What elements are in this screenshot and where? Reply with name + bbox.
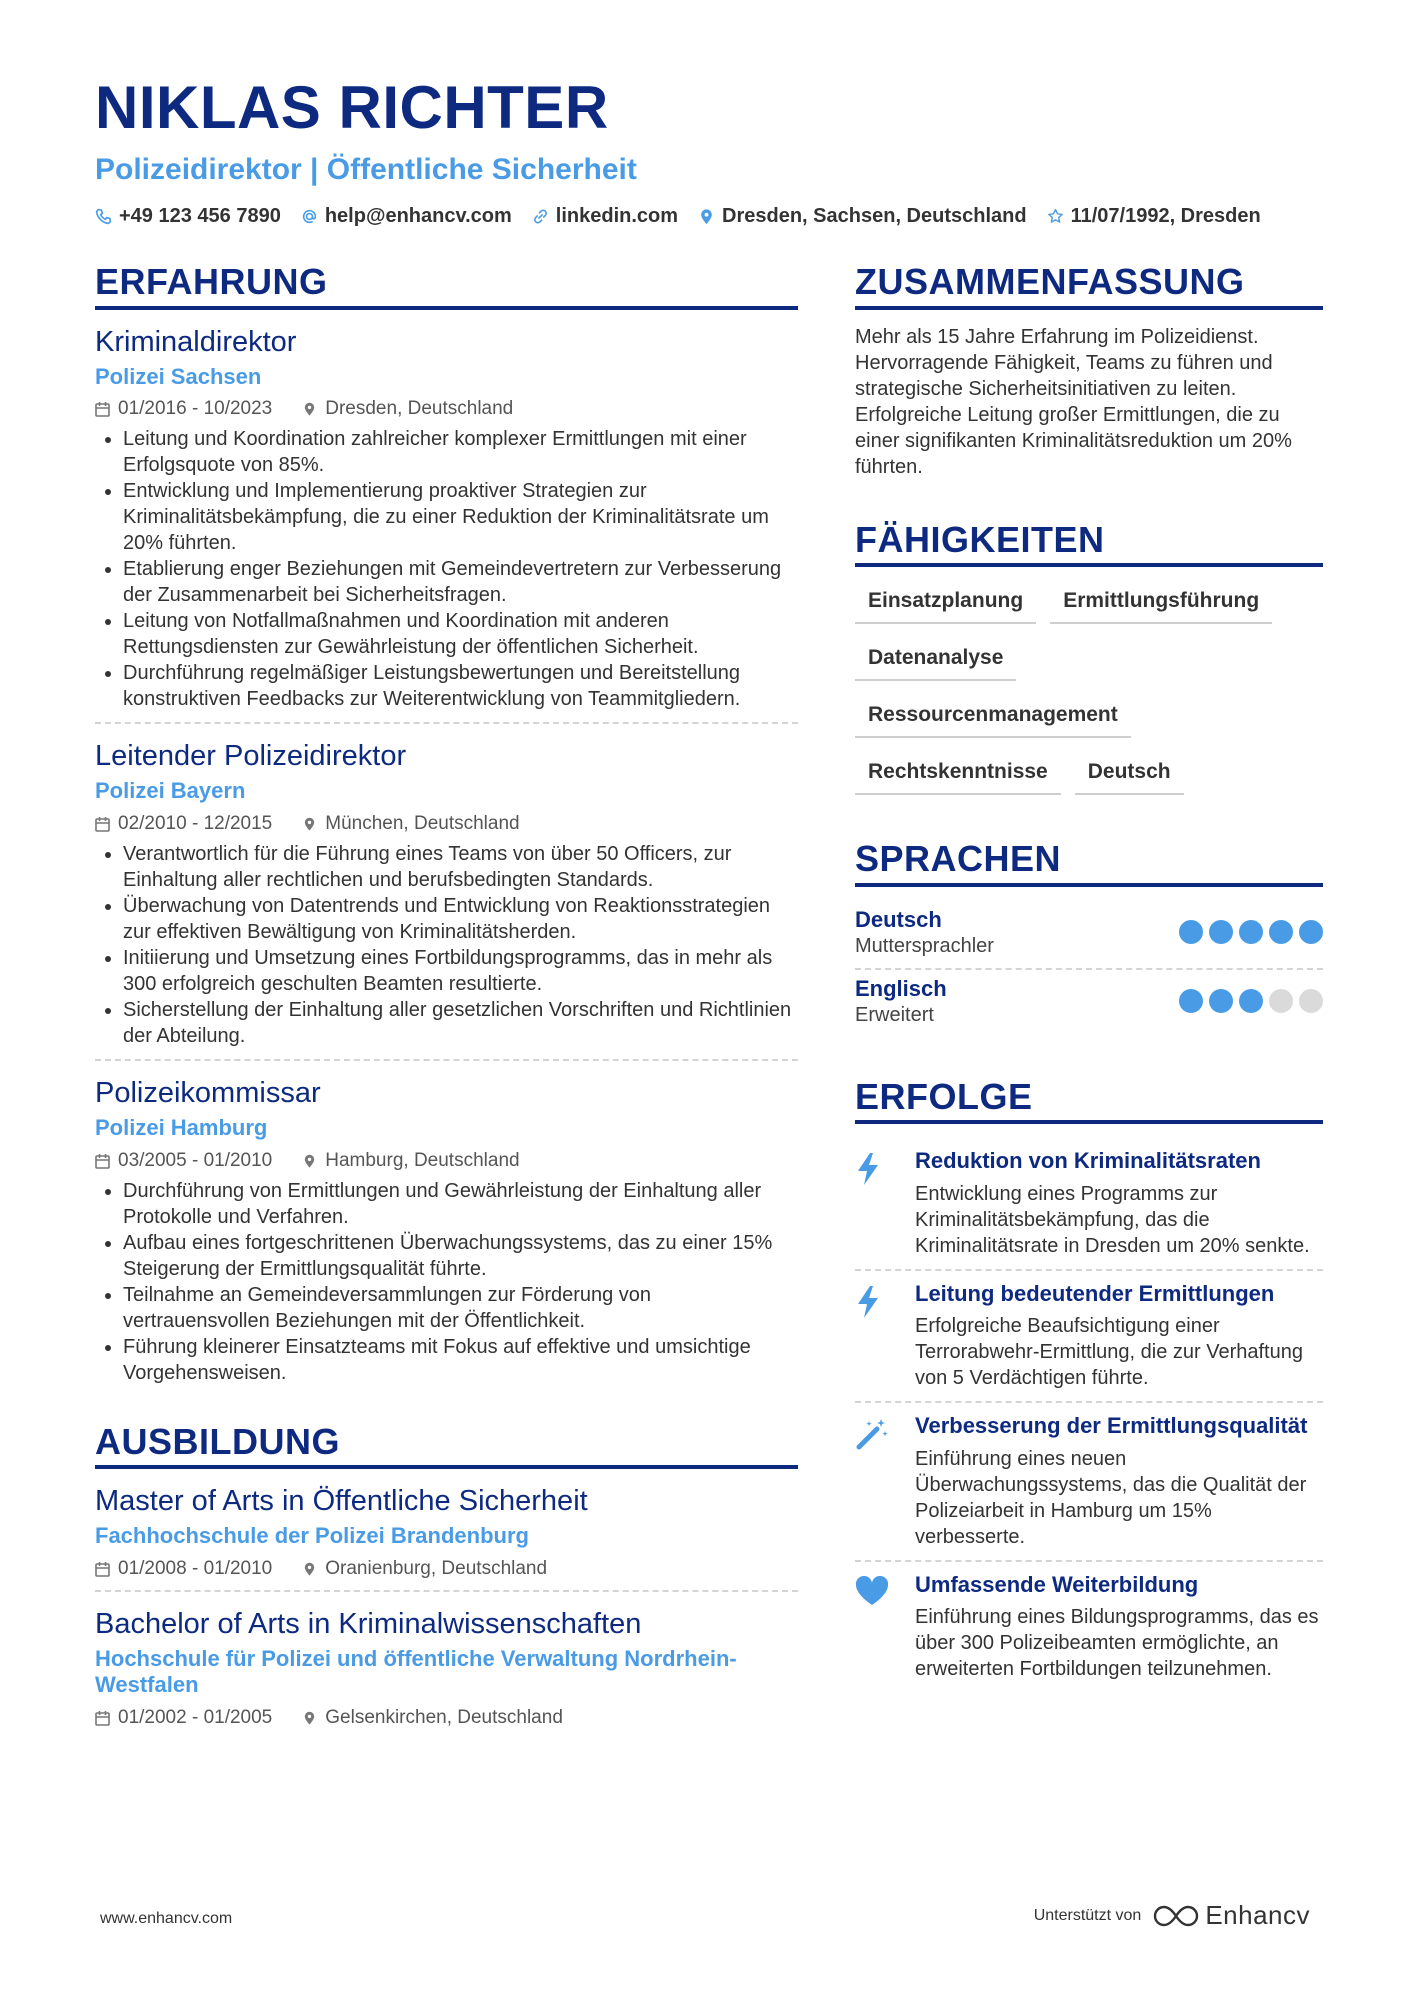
rating-dot-filled bbox=[1299, 920, 1323, 944]
achievement-item bbox=[855, 1562, 1323, 1692]
bullet: • Etablierung enger Beziehungen mit Gemeindevertretern zur Verbesserung der Zusammenarbeit bei Sicherheitsfragen. bbox=[123, 556, 798, 608]
language-rating bbox=[1179, 989, 1323, 1013]
summary-text: Mehr als 15 Jahre Erfahrung im Polizeidienst. Hervorragende Fähigkeit, Teams zu führen und strategische Sicherheitsinitiativen zu leiten. Erfolgreiche Leitung großer Ermittlungen, die zu einer signifikanten Kriminalitätsreduktion um 20% führten. bbox=[855, 325, 1292, 478]
education-heading: AUSBILDUNG bbox=[95, 1422, 798, 1470]
star-icon bbox=[1047, 208, 1064, 225]
school: Fachhochschule der Polizei Brandenburg bbox=[95, 1523, 529, 1549]
language-rating bbox=[1179, 920, 1323, 944]
candidate-name: NIKLAS RICHTER bbox=[95, 74, 609, 141]
calendar-icon bbox=[95, 816, 110, 832]
rating-dot-filled bbox=[1209, 920, 1233, 944]
bullet: • Durchführung regelmäßiger Leistungsbewertungen und Bereitstellung konstruktiven Feedbacks zur Weiterentwicklung von Teammitgliedern. bbox=[123, 660, 798, 712]
job-meta bbox=[95, 398, 798, 420]
contact-phone-text: +49 123 456 7890 bbox=[119, 205, 281, 227]
languages-heading: SPRACHEN bbox=[855, 839, 1323, 887]
school: Hochschule für Polizei und öffentliche Verwaltung Nordrhein-Westfalen bbox=[95, 1646, 737, 1698]
contact-email[interactable] bbox=[301, 205, 512, 228]
skill-tag: Ressourcenmanagement bbox=[855, 695, 1131, 738]
right-column bbox=[855, 262, 1323, 1692]
calendar-icon bbox=[95, 1710, 110, 1726]
bullet: • Durchführung von Ermittlungen und Gewährleistung der Einhaltung aller Protokolle und Verfahren. bbox=[123, 1178, 798, 1230]
education-meta bbox=[95, 1707, 798, 1729]
achievement-text: Entwicklung eines Programms zur Kriminalitätsbekämpfung, das die Kriminalitätsrate in Dresden um 20% senkte. bbox=[915, 1182, 1310, 1257]
achievement-text: Einführung eines Bildungsprogramms, das es über 300 Polizeibeamten ermöglichte, an erweiterten Fortbildungen teilzunehmen. bbox=[915, 1605, 1319, 1680]
candidate-headline: Polizeidirektor | Öffentliche Sicherheit bbox=[95, 153, 637, 186]
bullet: • Teilnahme an Gemeindeversammlungen zur Förderung von vertrauensvollen Beziehungen mit der Öffentlichkeit. bbox=[123, 1282, 798, 1334]
education-location: Gelsenkirchen, Deutschland bbox=[325, 1706, 563, 1728]
contact-bar bbox=[95, 205, 1261, 228]
footer-website[interactable]: www.enhancv.com bbox=[100, 1910, 233, 1927]
contact-location bbox=[698, 205, 1027, 228]
rating-dot-filled bbox=[1239, 920, 1263, 944]
location-icon bbox=[698, 208, 715, 225]
achievement-title: Verbesserung der Ermittlungsqualität bbox=[915, 1413, 1308, 1439]
achievements-heading: ERFOLGE bbox=[855, 1077, 1323, 1125]
job-meta bbox=[95, 813, 798, 835]
education-entry bbox=[95, 1606, 798, 1739]
footer-branding bbox=[1034, 1900, 1310, 1931]
link-icon bbox=[532, 208, 549, 225]
employer: Polizei Hamburg bbox=[95, 1115, 268, 1141]
achievement-item bbox=[855, 1138, 1323, 1270]
location-icon bbox=[302, 1153, 317, 1169]
degree: Master of Arts in Öffentliche Sicherheit bbox=[95, 1485, 588, 1518]
heart-icon bbox=[855, 1576, 889, 1606]
rating-dot-filled bbox=[1179, 989, 1203, 1013]
job-dates: 01/2016 - 10/2023 bbox=[118, 398, 273, 420]
bullet: • Entwicklung und Implementierung proaktiver Strategien zur Kriminalitätsbekämpfung, die zu einer Reduktion der Kriminalitätsrate um 20% führten. bbox=[123, 478, 798, 556]
employer: Polizei Bayern bbox=[95, 778, 246, 804]
bullet: • Leitung und Koordination zahlreicher komplexer Ermittlungen mit einer Erfolgsquote von 85%. bbox=[123, 426, 798, 478]
summary-heading: ZUSAMMENFASSUNG bbox=[855, 262, 1323, 310]
education-location: Oranienburg, Deutschland bbox=[325, 1557, 548, 1579]
left-column bbox=[95, 262, 798, 1753]
bullet: • Führung kleinerer Einsatzteams mit Fokus auf effektive und umsichtige Vorgehensweisen. bbox=[123, 1334, 798, 1386]
achievement-item bbox=[855, 1271, 1323, 1403]
skill-tag: Ermittlungsführung bbox=[1050, 581, 1272, 624]
job-dates: 03/2005 - 01/2010 bbox=[118, 1149, 273, 1171]
language-name: Deutsch bbox=[855, 906, 942, 932]
achievement-text: Erfolgreiche Beaufsichtigung einer Terrorabwehr-Ermittlung, die zur Verhaftung von 5 Verdächtigen führte. bbox=[915, 1315, 1303, 1390]
location-icon bbox=[302, 1710, 317, 1726]
rating-dot-filled bbox=[1239, 989, 1263, 1013]
bullet: • Initiierung und Umsetzung eines Fortbildungsprogramms, das in mehr als 300 erfolgreich geschulten Beamten resultierte. bbox=[123, 945, 798, 997]
experience-heading: ERFAHRUNG bbox=[95, 262, 798, 310]
contact-linkedin-text: linkedin.com bbox=[555, 205, 679, 227]
calendar-icon bbox=[95, 401, 110, 417]
employer: Polizei Sachsen bbox=[95, 363, 262, 389]
enhancv-logo-icon bbox=[1153, 1904, 1199, 1928]
skill-tag: Datenanalyse bbox=[855, 638, 1016, 681]
achievement-title: Reduktion von Kriminalitätsraten bbox=[915, 1148, 1261, 1174]
job-title: Kriminaldirektor bbox=[95, 325, 297, 358]
achievement-title: Leitung bedeutender Ermittlungen bbox=[915, 1280, 1275, 1306]
contact-linkedin[interactable] bbox=[532, 205, 678, 228]
achievement-text: Einführung eines neuen Überwachungssystems, das die Qualität der Polizeiarbeit in Hamburg um 15% verbesserte. bbox=[915, 1447, 1307, 1548]
job-title: Polizeikommissar bbox=[95, 1076, 321, 1109]
education-dates: 01/2008 - 01/2010 bbox=[118, 1557, 273, 1579]
education-entry bbox=[95, 1483, 798, 1592]
experience-entry bbox=[95, 1075, 798, 1396]
magic-wand-icon bbox=[855, 1417, 889, 1451]
achievement-item bbox=[855, 1403, 1323, 1561]
degree: Bachelor of Arts in Kriminalwissenschaften bbox=[95, 1607, 642, 1640]
location-icon bbox=[302, 816, 317, 832]
language-level: Erweitert bbox=[855, 1003, 934, 1026]
job-bullets bbox=[95, 426, 798, 712]
skills-list bbox=[855, 581, 1323, 795]
rating-dot-empty bbox=[1299, 989, 1323, 1013]
calendar-icon bbox=[95, 1561, 110, 1577]
skills-heading: FÄHIGKEITEN bbox=[855, 520, 1323, 568]
location-icon bbox=[302, 1561, 317, 1577]
job-title: Leitender Polizeidirektor bbox=[95, 740, 407, 773]
job-dates: 02/2010 - 12/2015 bbox=[118, 812, 273, 834]
job-location: Hamburg, Deutschland bbox=[325, 1149, 520, 1171]
at-icon bbox=[301, 208, 318, 225]
lightning-icon bbox=[855, 1285, 881, 1319]
rating-dot-filled bbox=[1179, 920, 1203, 944]
language-name: Englisch bbox=[855, 975, 947, 1001]
contact-phone[interactable] bbox=[95, 205, 281, 228]
job-meta bbox=[95, 1150, 798, 1172]
contact-email-text: help@enhancv.com bbox=[324, 205, 512, 227]
skill-tag: Deutsch bbox=[1075, 752, 1184, 795]
rating-dot-filled bbox=[1209, 989, 1233, 1013]
location-icon bbox=[302, 401, 317, 417]
language-row bbox=[855, 901, 1323, 970]
rating-dot-empty bbox=[1269, 989, 1293, 1013]
bullet: • Leitung von Notfallmaßnahmen und Koordination mit anderen Rettungsdiensten zur Gewährleistung der öffentlichen Sicherheit. bbox=[123, 608, 798, 660]
skill-tag: Einsatzplanung bbox=[855, 581, 1036, 624]
phone-icon bbox=[95, 208, 112, 225]
education-dates: 01/2002 - 01/2005 bbox=[118, 1706, 273, 1728]
job-location: Dresden, Deutschland bbox=[325, 398, 514, 420]
contact-birth bbox=[1047, 205, 1261, 228]
brand-logo[interactable] bbox=[1153, 1900, 1310, 1931]
language-row bbox=[855, 970, 1323, 1037]
contact-birth-text: 11/07/1992, Dresden bbox=[1070, 205, 1261, 227]
lightning-icon bbox=[855, 1152, 881, 1186]
powered-by-text: Unterstützt von bbox=[1033, 1906, 1142, 1924]
job-bullets bbox=[95, 1178, 798, 1386]
brand-name: Enhancv bbox=[1205, 1900, 1310, 1930]
achievement-title: Umfassende Weiterbildung bbox=[915, 1571, 1199, 1597]
bullet: • Verantwortlich für die Führung eines Teams von über 50 Officers, zur Einhaltung aller rechtlichen und berufsbedingten Standards. bbox=[123, 841, 798, 893]
calendar-icon bbox=[95, 1153, 110, 1169]
language-level: Muttersprachler bbox=[855, 934, 994, 957]
bullet: • Überwachung von Datentrends und Entwicklung von Reaktionsstrategien zur effektiven Bewältigung von Kriminalitätsherden. bbox=[123, 893, 798, 945]
experience-entry bbox=[95, 738, 798, 1061]
bullet: • Aufbau eines fortgeschrittenen Überwachungssystems, das zu einer 15% Steigerung der Ermittlungsqualität führte. bbox=[123, 1230, 798, 1282]
job-location: München, Deutschland bbox=[325, 812, 520, 834]
contact-location-text: Dresden, Sachsen, Deutschland bbox=[722, 205, 1027, 227]
rating-dot-filled bbox=[1269, 920, 1293, 944]
bullet: • Sicherstellung der Einhaltung aller gesetzlichen Vorschriften und Richtlinien der Abteilung. bbox=[123, 997, 798, 1049]
experience-entry bbox=[95, 324, 798, 725]
skill-tag: Rechtskenntnisse bbox=[855, 752, 1061, 795]
education-meta bbox=[95, 1558, 798, 1580]
job-bullets bbox=[95, 841, 798, 1049]
